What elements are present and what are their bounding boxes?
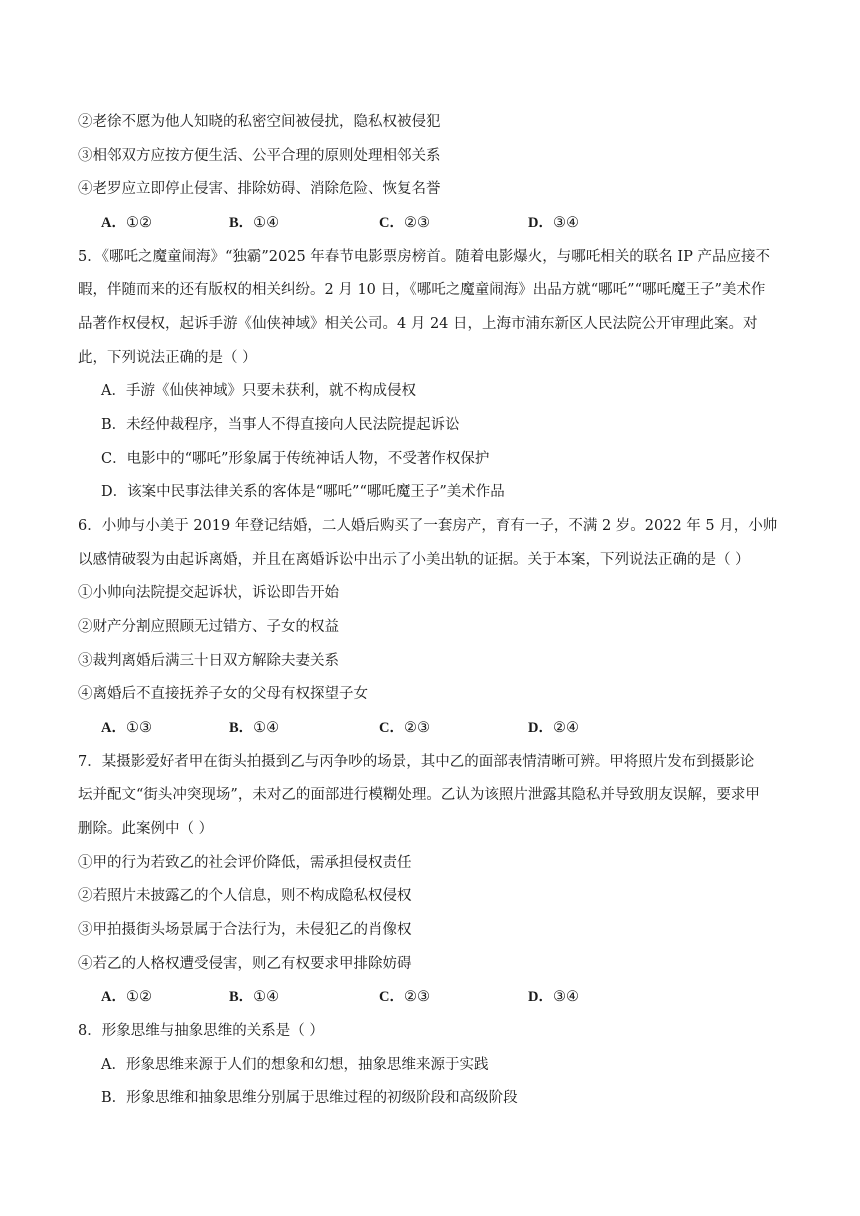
- q5-stem-line-3: 品著作权侵权，起诉手游《仙侠神域》相关公司。4 月 24 日，上海市浦东新区人民法院公开审理此案。对: [78, 316, 758, 332]
- q6-option-b: B．①④: [229, 720, 280, 736]
- q6-option-c: C．②③: [379, 720, 430, 736]
- q5-stem-line-2: 暇，伴随而来的还有版权的相关纠纷。2 月 10 日，《哪吒之魔童闹海》出品方就“哪吒”“哪吒魔王子”美术作: [78, 282, 766, 298]
- q4-item-3: ③相邻双方应按方便生活、公平合理的原则处理相邻关系: [78, 148, 441, 164]
- q5-choice-a: A．手游《仙侠神域》只要未获利，就不构成侵权: [101, 383, 416, 399]
- q6-item-2: ②财产分割应照顾无过错方、子女的权益: [78, 619, 339, 635]
- q4-option-c: C．②③: [379, 215, 430, 231]
- q4-option-d: D．③④: [528, 215, 579, 231]
- q7-item-2: ②若照片未披露乙的个人信息，则不构成隐私权侵权: [78, 888, 412, 904]
- q7-option-d: D．③④: [528, 989, 579, 1005]
- q4-option-a: A．①②: [101, 215, 152, 231]
- q4-item-2: ②老徐不愿为他人知晓的私密空间被侵扰，隐私权被侵犯: [78, 114, 441, 130]
- q7-item-1: ①甲的行为若致乙的社会评价降低，需承担侵权责任: [78, 855, 412, 871]
- q7-stem-line-2: 坛并配文“街头冲突现场”，未对乙的面部进行模糊处理。乙认为该照片泄露其隐私并导致朋友误解，要求甲: [78, 787, 760, 803]
- q4-option-b: B．①④: [229, 215, 280, 231]
- q7-option-a: A．①②: [101, 989, 152, 1005]
- q6-stem-line-2: 以感情破裂为由起诉离婚，并且在离婚诉讼中出示了小美出轨的证据。关于本案，下列说法正确的是（ ）: [78, 552, 750, 568]
- q6-item-3: ③裁判离婚后满三十日双方解除夫妻关系: [78, 653, 339, 669]
- q5-stem-line-4: 此，下列说法正确的是（ ）: [78, 350, 257, 366]
- q8-choice-b: B．形象思维和抽象思维分别属于思维过程的初级阶段和高级阶段: [101, 1090, 518, 1106]
- q8-stem-line-1: 8．形象思维与抽象思维的关系是（ ）: [78, 1023, 324, 1039]
- q7-option-b: B．①④: [229, 989, 280, 1005]
- q7-option-c: C．②③: [379, 989, 430, 1005]
- q5-choice-d: D．该案中民事法律关系的客体是“哪吒”“哪吒魔王子”美术作品: [101, 484, 505, 500]
- q7-stem-line-3: 删除。此案例中（ ）: [78, 821, 214, 837]
- q5-choice-b: B．未经仲裁程序，当事人不得直接向人民法院提起诉讼: [101, 417, 460, 433]
- q6-option-a: A．①③: [101, 720, 152, 736]
- q6-item-4: ④离婚后不直接抚养子女的父母有权探望子女: [78, 686, 368, 702]
- q6-stem-line-1: 6．小帅与小美于 2019 年登记结婚，二人婚后购买了一套房产，育有一子，不满 2 岁。2022 年 5 月，小帅: [78, 518, 778, 534]
- q8-choice-a: A．形象思维来源于人们的想象和幻想，抽象思维来源于实践: [101, 1057, 489, 1073]
- q7-item-3: ③甲拍摄街头场景属于合法行为，未侵犯乙的肖像权: [78, 922, 412, 938]
- q5-stem-line-1: 5．《哪吒之魔童闹海》“独霸”2025 年春节电影票房榜首。随着电影爆火，与哪吒相关的联名 IP 产品应接不: [78, 249, 771, 265]
- q4-item-4: ④老罗应立即停止侵害、排除妨碍、消除危险、恢复名誉: [78, 181, 441, 197]
- q7-stem-line-1: 7．某摄影爱好者甲在街头拍摄到乙与丙争吵的场景，其中乙的面部表情清晰可辨。甲将照片发布到摄影论: [78, 754, 755, 770]
- q6-item-1: ①小帅向法院提交起诉状，诉讼即告开始: [78, 585, 339, 601]
- q5-choice-c: C．电影中的“哪吒”形象属于传统神话人物，不受著作权保护: [101, 451, 490, 467]
- q6-option-d: D．②④: [528, 720, 579, 736]
- q7-item-4: ④若乙的人格权遭受侵害，则乙有权要求甲排除妨碍: [78, 956, 412, 972]
